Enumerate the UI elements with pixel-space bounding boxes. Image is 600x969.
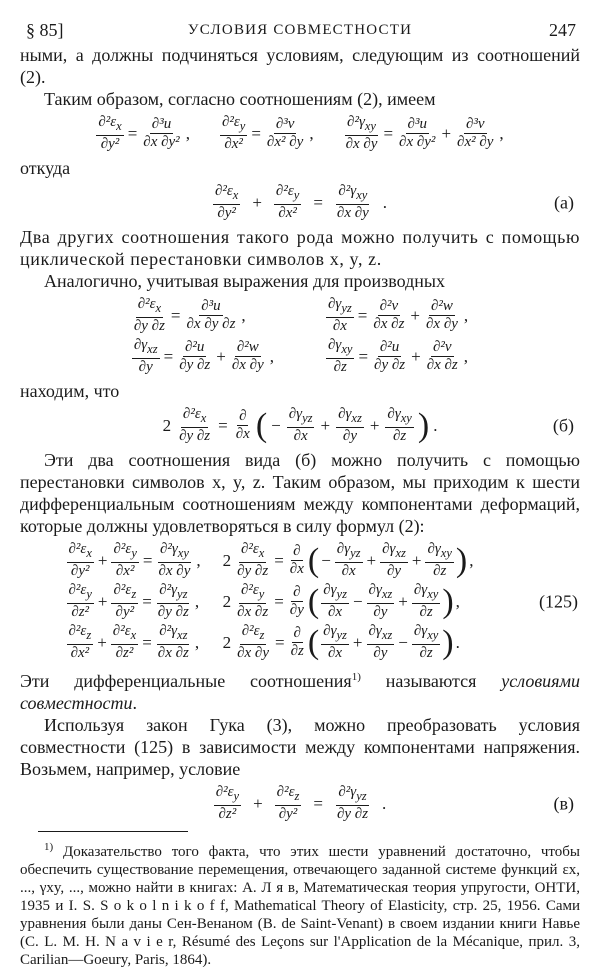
paragraph-4: Два других соотношения такого рода можно получить с помощью циклической перестановки символов x, y, z. (20, 227, 580, 269)
section-number: § 85] (26, 20, 64, 40)
equation-b: 2 $\frac{\partial^2\varepsilon_x}{\partial y \partial z}$ = $\frac{\partial}{\partial x}$ ( − $\frac{\partial\gamma_{yz}}{\partial x}$ + $\frac{\partial\gamma_{xz}}{\partial y}$ + $\frac{\partial\gamma_{xy}}{\partial z}$ ) . (б) (162, 406, 574, 444)
paragraph-2: Таким образом, согласно соотношениям (2), имеем (44, 89, 436, 109)
equation-number-b: (б) (552, 415, 574, 435)
compatibility-term: условиями совместности (20, 671, 580, 713)
equation-a: $\frac{\partial^2\varepsilon_x}{\text{∂y²}}$ + $\frac{\partial^2\varepsilon_y}{\text{∂x²}}$ = $\frac{\partial^2\gamma_{xy}}{\partial x \partial y}$ . (а) (214, 183, 574, 221)
footnote-text: Доказательство того факта, что этих шести уравнений достаточно, чтобы обеспечить существование перемещения, отвечающего заданной системе функций εx, ..., γxy, ..., можно найти в книгах: А. Л я в, Математическая теория упругости, ОНТИ, 1935 и I. S. S o k o l n i k o f f, Mathematical Theory of Elasticity, стр. 25, 1956. Сами уравнения были даны Сен-Венаном (B. de Saint-Venant) в своем издании книги Навье (C. L. M. H. N a v i e r, Résumé des Leçons sur l'Application de la Mécanique, прил. 3, Carilian—Goeury, Paris, 1864). (20, 844, 580, 968)
paragraph-1: ными, а должны подчиняться условиям, следующим из соотношений (2). (20, 45, 580, 87)
paragraph-5: Аналогично, учитывая выражения для производных (44, 271, 445, 291)
running-title: УСЛОВИЯ СОВМЕСТНОСТИ (187, 22, 413, 38)
footnote (20, 838, 580, 969)
paragraph-8 (20, 666, 580, 714)
equation-number-a: (а) (554, 192, 574, 212)
page-header (20, 16, 580, 44)
equation-derivatives-2: $\frac{\partial^2\varepsilon_x}{\partial y \partial z}$ = $\frac{\text{∂³u}}{\partial x \partial y \partial z}$ , $\frac{\partial\gamma_{yz}}{\partial x}$ = $\frac{\text{∂²v}}{\partial x \partial z}$ + $\frac{\text{∂²w}}{\partial x \partial y}$ , $\frac{\partial\gamma_{xz}}{\partial y}$ = $\frac{\text{∂²u}}{\partial y \partial z}$ + $\frac{\text{∂²w}}{\partial x \partial y}$ , $\frac{\partial\gamma_{xy}}{\partial z}$ = $\frac{\text{∂²u}}{\partial y \partial z}$ + $\frac{\text{∂²v}}{\partial x \partial z}$ , (133, 296, 469, 375)
equation-number-125: (125) (539, 591, 578, 611)
page-number: 247 (549, 20, 576, 40)
equation-v: $\frac{\partial^2\varepsilon_y}{\text{∂z²}}$ + $\frac{\partial^2\varepsilon_z}{\text{∂y²}}$ = $\frac{\partial^2\gamma_{yz}}{\partial y \partial z}$ . (в) (215, 784, 574, 822)
page (20, 0, 580, 968)
equation-number-v: (в) (553, 793, 574, 813)
equation-derivatives-1: $\frac{\partial^2\varepsilon_x}{\text{∂y²}}$ = $\frac{\text{∂³u}}{\text{∂x ∂y²}}$ , $\frac{\partial^2\varepsilon_y}{\text{∂x²}}$ = $\frac{\text{∂³v}}{\text{∂x² ∂y}}$ , $\frac{\partial^2\gamma_{xy}}{\partial x \partial y}$ = $\frac{\text{∂³u}}{\text{∂x ∂y²}}$ + $\frac{\text{∂³v}}{\text{∂x² ∂y}}$ , (98, 114, 504, 152)
equation-125: $\frac{\partial^2\varepsilon_x}{\text{∂y²}}$ + $\frac{\partial^2\varepsilon_y}{\text{∂x²}}$ = $\frac{\partial^2\gamma_{xy}}{\partial x \partial y}$ , 2 $\frac{\partial^2\varepsilon_x}{\partial y \partial z}$ = $\frac{\partial}{\partial x}$ ( − $\frac{\partial\gamma_{yz}}{\partial x}$ + $\frac{\partial\gamma_{xz}}{\partial y}$ + $\frac{\partial\gamma_{xy}}{\partial z}$ ) , $\frac{\partial^2\varepsilon_y}{\text{∂z²}}$ + $\frac{\partial^2\varepsilon_z}{\text{∂y²}}$ = $\frac{\partial^2\gamma_{yz}}{\partial y \partial z}$ , 2 $\frac{\partial^2\varepsilon_y}{\partial x \partial z}$ = $\frac{\partial}{\partial y}$ ( $\frac{\partial\gamma_{yz}}{\partial x}$ − $\frac{\partial\gamma_{xz}}{\partial y}$ + $\frac{\partial\gamma_{xy}}{\partial z}$ ) , $\frac{\partial^2\varepsilon_z}{\text{∂x²}}$ + $\frac{\partial^2\varepsilon_x}{\text{∂z²}}$ = $\frac{\partial^2\gamma_{xz}}{\partial x \partial z}$ , 2 $\frac{\partial^2\varepsilon_z}{\partial x \partial y}$ = $\frac{\partial}{\partial z}$ ( $\frac{\partial\gamma_{yz}}{\partial x}$ + $\frac{\partial\gamma_{xz}}{\partial y}$ − $\frac{\partial\gamma_{xy}}{\partial z}$ ) . (125) (68, 541, 578, 661)
paragraph-8-text: Эти дифференциальные соотношения (20, 671, 352, 691)
footnote-ref[interactable]: 1) (351, 671, 361, 683)
paragraph-8-end: . (132, 693, 137, 713)
footnote-divider (38, 831, 188, 832)
paragraph-3: откуда (20, 158, 71, 178)
footnote-marker: 1) (44, 841, 54, 853)
paragraph-7: Эти два соотношения вида (б) можно получить с помощью перестановки символов x, y, z. Таким образом, мы приходим к шести дифференциальным соотношениям между компонентами деформаций, которые должны удовлетворяться в силу формул (2): (20, 450, 580, 536)
paragraph-8-text-2: называются (360, 671, 502, 691)
paragraph-6: находим, что (20, 381, 120, 401)
paragraph-9: Используя закон Гука (3), можно преобразовать условия совместности (125) в зависимости между компонентами напряжения. Возьмем, например, условие (20, 715, 580, 779)
